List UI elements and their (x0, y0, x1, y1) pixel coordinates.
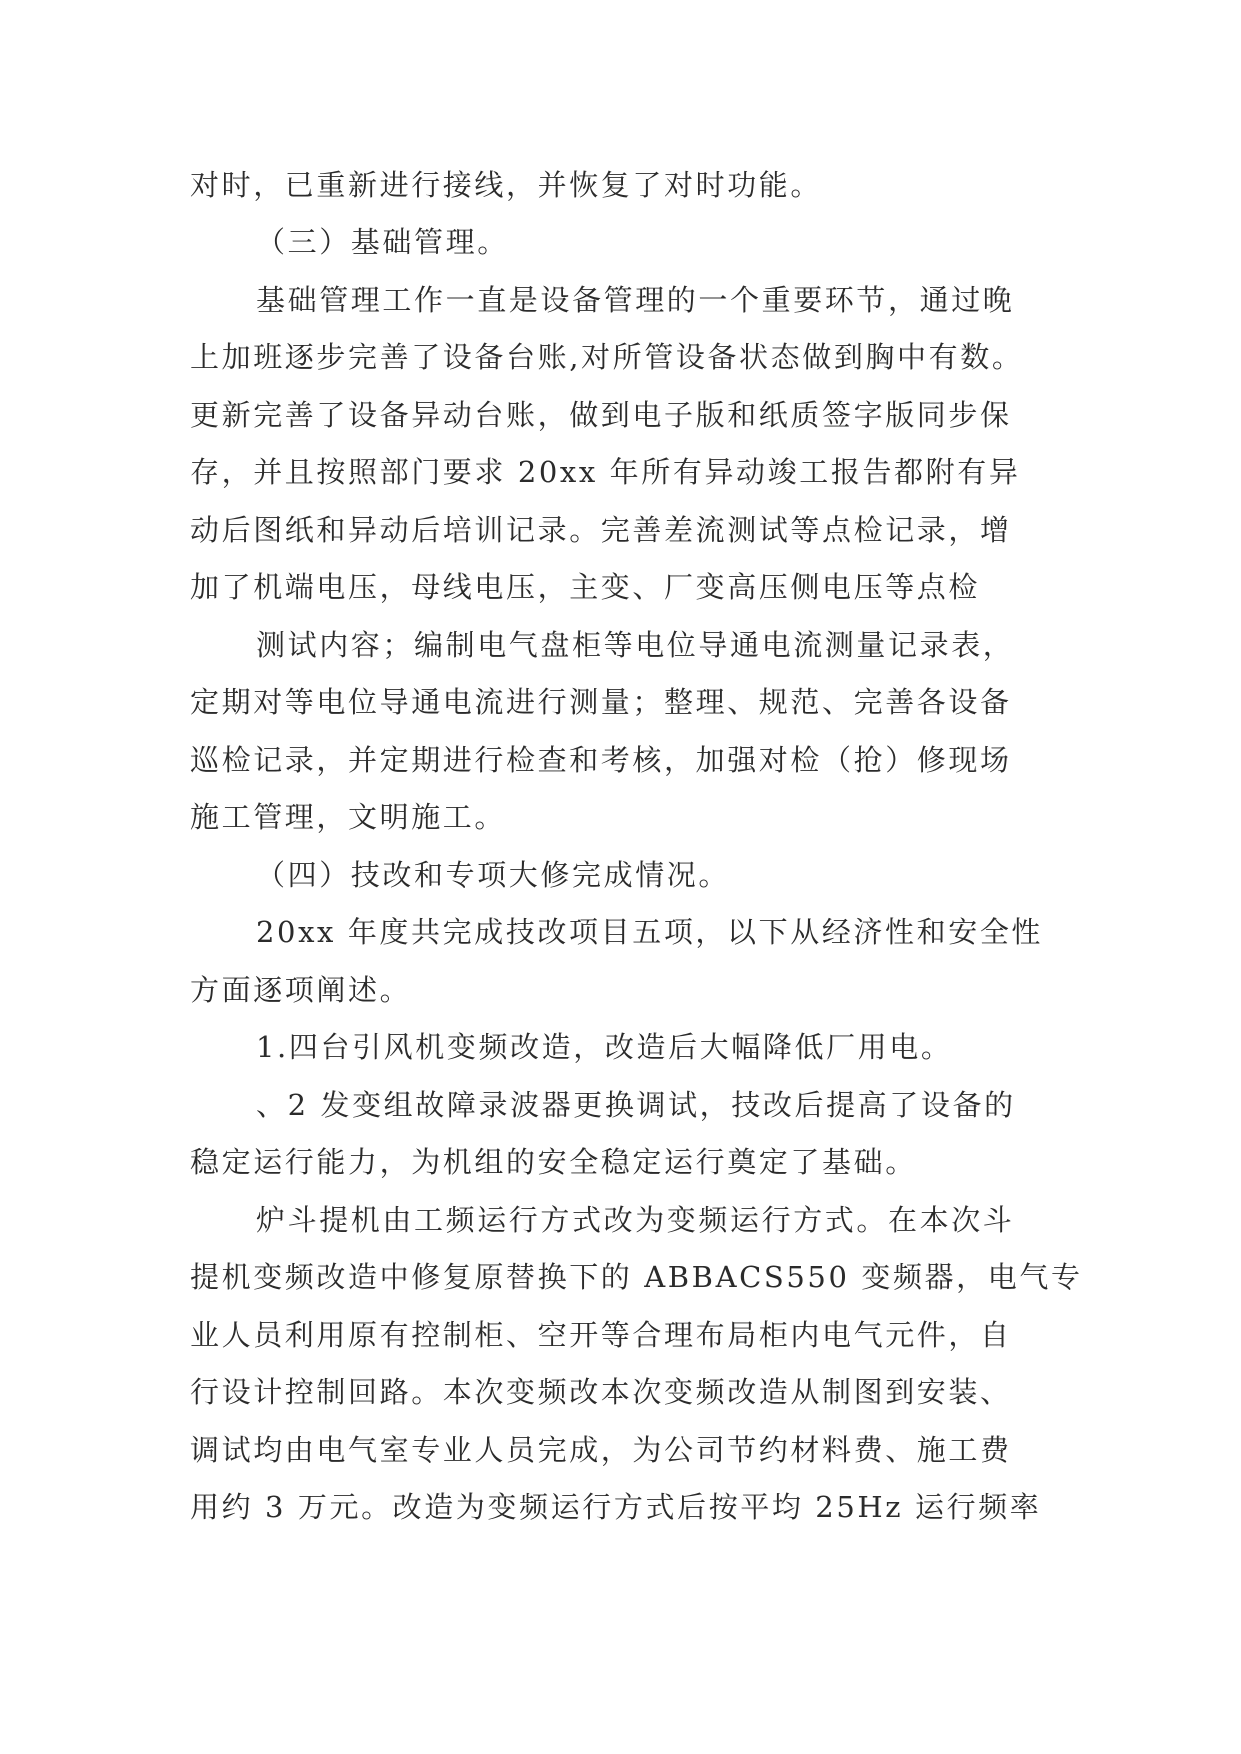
section-heading: （三）基础管理。 (256, 225, 509, 259)
body-line: 施工管理，文明施工。 (190, 800, 507, 834)
body-line: 用约 3 万元。改造为变频运行方式后按平均 25Hz 运行频率 (190, 1490, 1042, 1524)
body-line: 基础管理工作一直是设备管理的一个重要环节，通过晚 (256, 283, 1015, 317)
section-heading: （四）技改和专项大修完成情况。 (256, 858, 731, 892)
body-line: 更新完善了设备异动台账，做到电子版和纸质签字版同步保 (190, 398, 1012, 432)
body-line: 调试均由电气室专业人员完成，为公司节约材料费、施工费 (190, 1433, 1012, 1467)
body-line: 业人员利用原有控制柜、空开等合理布局柜内电气元件，自 (190, 1318, 1012, 1352)
body-line: 定期对等电位导通电流进行测量；整理、规范、完善各设备 (190, 685, 1012, 719)
body-line: 动后图纸和异动后培训记录。完善差流测试等点检记录，增 (190, 513, 1012, 547)
body-line: 行设计控制回路。本次变频改本次变频改造从制图到安装、 (190, 1375, 1012, 1409)
body-line: 、2 发变组故障录波器更换调试，技改后提高了设备的 (256, 1088, 1016, 1122)
body-line: 测试内容；编制电气盘柜等电位导通电流测量记录表， (256, 628, 1015, 662)
body-line: 方面逐项阐述。 (190, 973, 412, 1007)
body-line: 20xx 年度共完成技改项目五项，以下从经济性和安全性 (256, 915, 1044, 949)
body-line: 对时，已重新进行接线，并恢复了对时功能。 (190, 168, 823, 202)
body-line: 提机变频改造中修复原替换下的 ABBACS550 变频器，电气专 (190, 1260, 1083, 1294)
body-line: 稳定运行能力，为机组的安全稳定运行奠定了基础。 (190, 1145, 917, 1179)
body-line: 存，并且按照部门要求 20xx 年所有异动竣工报告都附有异 (190, 455, 1021, 489)
body-line: 上加班逐步完善了设备台账,对所管设备状态做到胸中有数。 (190, 340, 1024, 374)
body-line: 炉斗提机由工频运行方式改为变频运行方式。在本次斗 (256, 1203, 1015, 1237)
body-line: 巡检记录，并定期进行检查和考核，加强对检（抢）修现场 (190, 743, 1012, 777)
body-line: 加了机端电压，母线电压，主变、厂变高压侧电压等点检 (190, 570, 981, 604)
body-line: 1.四台引风机变频改造，改造后大幅降低厂用电。 (256, 1030, 953, 1064)
